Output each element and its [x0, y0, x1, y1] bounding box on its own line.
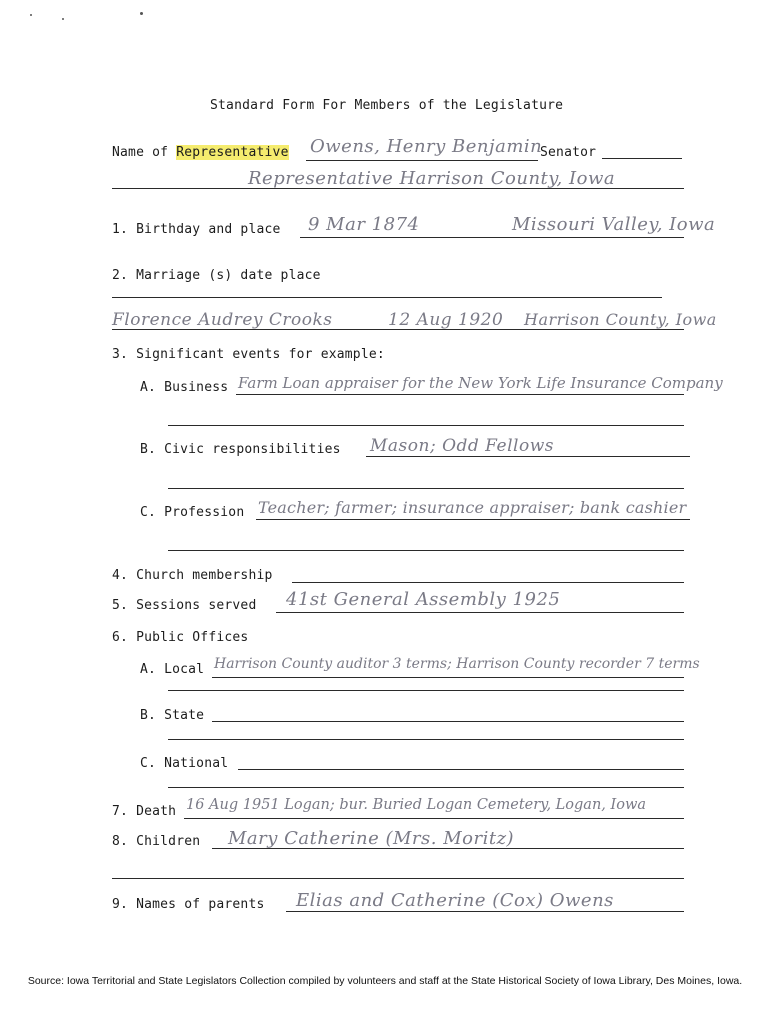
children-value: Mary Catherine (Mrs. Moritz)	[228, 828, 515, 849]
church-label: 4. Church membership	[112, 568, 273, 583]
parents-label: 9. Names of parents	[112, 897, 265, 912]
death-underline	[184, 818, 684, 819]
birthday-value: 9 Mar 1874	[308, 214, 420, 235]
name-underline	[306, 160, 538, 161]
business-label: A. Business	[140, 380, 229, 395]
marriage-date: 12 Aug 1920	[388, 310, 504, 330]
children-label: 8. Children	[112, 834, 201, 849]
profession-underline-2	[168, 550, 684, 551]
local-label: A. Local	[140, 662, 205, 677]
sessions-underline	[276, 612, 684, 613]
profession-value: Teacher; farmer; insurance appraiser; bank cashier	[258, 498, 687, 517]
form-title: Standard Form For Members of the Legislature	[210, 98, 564, 113]
parents-value: Elias and Catherine (Cox) Owens	[296, 890, 614, 911]
church-underline	[292, 582, 684, 583]
birthday-label: 1. Birthday and place	[112, 222, 281, 237]
local-value: Harrison County auditor 3 terms; Harrison County recorder 7 terms	[214, 656, 700, 672]
children-underline-2	[112, 878, 684, 879]
name-line2-underline	[112, 188, 684, 189]
national-label: C. National	[140, 756, 229, 771]
national-underline-2	[168, 787, 684, 788]
business-underline-2	[168, 425, 684, 426]
state-underline	[212, 721, 684, 722]
state-underline-2	[168, 739, 684, 740]
name-prefix: Name of	[112, 145, 177, 160]
state-label: B. State	[140, 708, 205, 723]
profession-label: C. Profession	[140, 505, 245, 520]
scan-speck	[62, 18, 64, 20]
children-underline	[212, 848, 684, 849]
parents-underline	[286, 911, 684, 912]
marriage-underline-1	[112, 297, 662, 298]
senator-underline	[602, 158, 682, 159]
local-underline-2	[168, 690, 684, 691]
marriage-place: Harrison County, Iowa	[524, 310, 717, 329]
senator-label: Senator	[540, 145, 597, 160]
civic-label: B. Civic responsibilities	[140, 442, 341, 457]
birthday-underline	[300, 237, 684, 238]
name-label	[112, 145, 289, 160]
representative-label: Representative	[176, 145, 289, 160]
national-underline	[238, 769, 684, 770]
business-underline	[236, 394, 684, 395]
civic-value: Mason; Odd Fellows	[370, 436, 554, 456]
death-label: 7. Death	[112, 804, 177, 819]
civic-underline	[366, 456, 690, 457]
birthplace-value: Missouri Valley, Iowa	[512, 214, 716, 235]
civic-underline-2	[168, 488, 684, 489]
marriage-label: 2. Marriage (s) date place	[112, 268, 321, 283]
name-value: Owens, Henry Benjamin	[310, 136, 543, 157]
scan-speck	[140, 12, 143, 15]
source-caption: Source: Iowa Territorial and State Legislators Collection compiled by volunteers and staff at the State Historical Society of Iowa Library, Des Moines, Iowa.	[27, 975, 743, 987]
scan-speck	[30, 14, 32, 16]
offices-label: 6. Public Offices	[112, 630, 249, 645]
marriage-spouse: Florence Audrey Crooks	[112, 310, 333, 330]
marriage-underline-2	[112, 329, 684, 330]
sessions-label: 5. Sessions served	[112, 598, 257, 613]
events-label: 3. Significant events for example:	[112, 347, 385, 362]
death-value: 16 Aug 1951 Logan; bur. Buried Logan Cemetery, Logan, Iowa	[186, 797, 647, 813]
sessions-value: 41st General Assembly 1925	[286, 589, 561, 610]
local-underline	[212, 677, 684, 678]
business-value: Farm Loan appraiser for the New York Life Insurance Company	[238, 374, 723, 392]
profession-underline	[256, 519, 690, 520]
name-line2-value: Representative Harrison County, Iowa	[248, 168, 616, 189]
